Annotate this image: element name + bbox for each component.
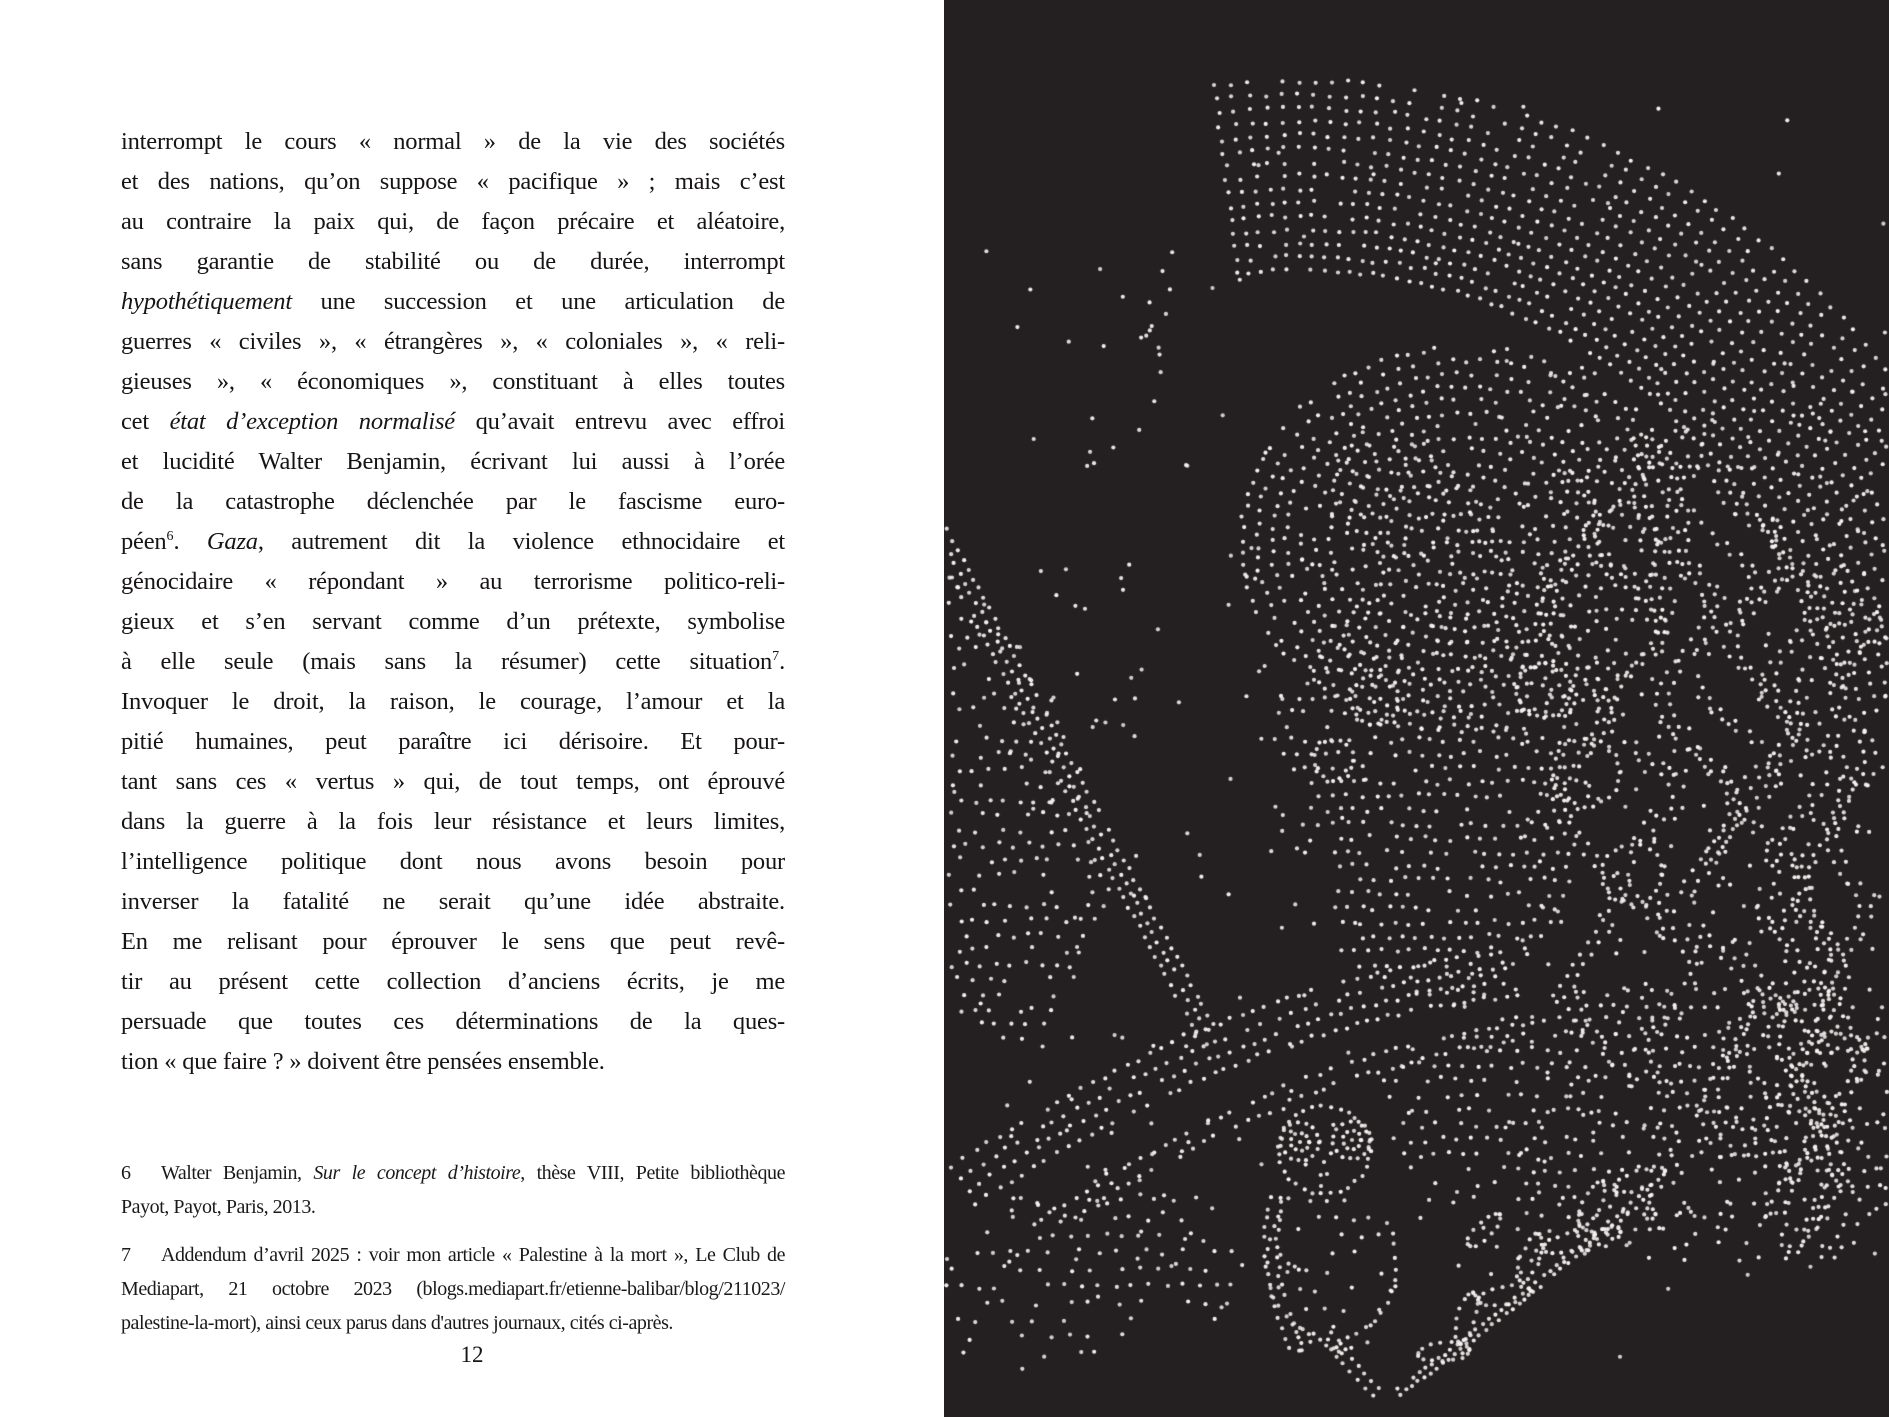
body-line: au contraire la paix qui, de façon précaire et aléatoire, [121, 208, 785, 235]
footnote-line: palestine-la-mort), ainsi ceux parus dans d'autres journaux, cités ci-après. [121, 1312, 673, 1334]
body-line: à elle seule (mais sans la résumer) cette situation$^7$. [121, 648, 785, 675]
body-line: guerres « civiles », « étrangères », « coloniales », « reli- [121, 328, 785, 355]
body-line: l’intelligence politique dont nous avons besoin pour [121, 848, 785, 875]
body-line: persuade que toutes ces déterminations de la ques- [121, 1008, 785, 1035]
body-line: sans garantie de stabilité ou de durée, interrompt [121, 248, 785, 275]
body-line: En me relisant pour éprouver le sens que peut revê- [121, 928, 785, 955]
body-line: tir au présent cette collection d’anciens écrits, je me [121, 968, 785, 995]
body-line: gieuses », « économiques », constituant à elles toutes [121, 368, 785, 395]
footnote-line: 7 Addendum d’avril 2025 : voir mon article « Palestine à la mort », Le Club de [121, 1244, 785, 1266]
body-line: et lucidité Walter Benjamin, écrivant lui aussi à l’orée [121, 448, 785, 475]
footnote [121, 1238, 785, 1340]
body-line: Invoquer le droit, la raison, le courage, l’amour et la [121, 688, 785, 715]
footnote [121, 1156, 785, 1224]
body-line: inverser la fatalité ne serait qu’une idée abstraite. [121, 888, 785, 915]
body-line: de la catastrophe déclenchée par le fascisme euro- [121, 488, 785, 515]
footnote-line: 6 Walter Benjamin, Sur le concept d’histoire, thèse VIII, Petite bibliothèque [121, 1162, 785, 1184]
book-page-left [0, 0, 944, 1417]
footnote-line: Mediapart, 21 octobre 2023 (blogs.mediapart.fr/etienne-balibar/blog/211023/ [121, 1278, 785, 1300]
athena-stipple-illustration [944, 0, 1889, 1417]
body-line: dans la guerre à la fois leur résistance et leurs limites, [121, 808, 785, 835]
body-text [121, 122, 785, 1082]
body-line: génocidaire « répondant » au terrorisme politico-reli- [121, 568, 785, 595]
body-line: cet état d’exception normalisé qu’avait entrevu avec effroi [121, 408, 785, 435]
body-line: et des nations, qu’on suppose « pacifique » ; mais c’est [121, 168, 785, 195]
body-line: tion « que faire ? » doivent être pensées ensemble. [121, 1048, 605, 1075]
body-line: interrompt le cours « normal » de la vie des sociétés [121, 128, 785, 155]
body-line: gieux et s’en servant comme d’un prétexte, symbolise [121, 608, 785, 635]
book-page-right [944, 0, 1889, 1417]
page-number: 12 [460, 1342, 484, 1367]
body-line: péen$^6$. Gaza, autrement dit la violence ethnocidaire et [121, 528, 785, 555]
body-line: hypothétiquement une succession et une articulation de [121, 288, 785, 315]
footnotes [121, 1156, 785, 1354]
body-line: pitié humaines, peut paraître ici dérisoire. Et pour- [121, 728, 785, 755]
footnote-line: Payot, Payot, Paris, 2013. [121, 1196, 316, 1218]
body-line: tant sans ces « vertus » qui, de tout temps, ont éprouvé [121, 768, 785, 795]
